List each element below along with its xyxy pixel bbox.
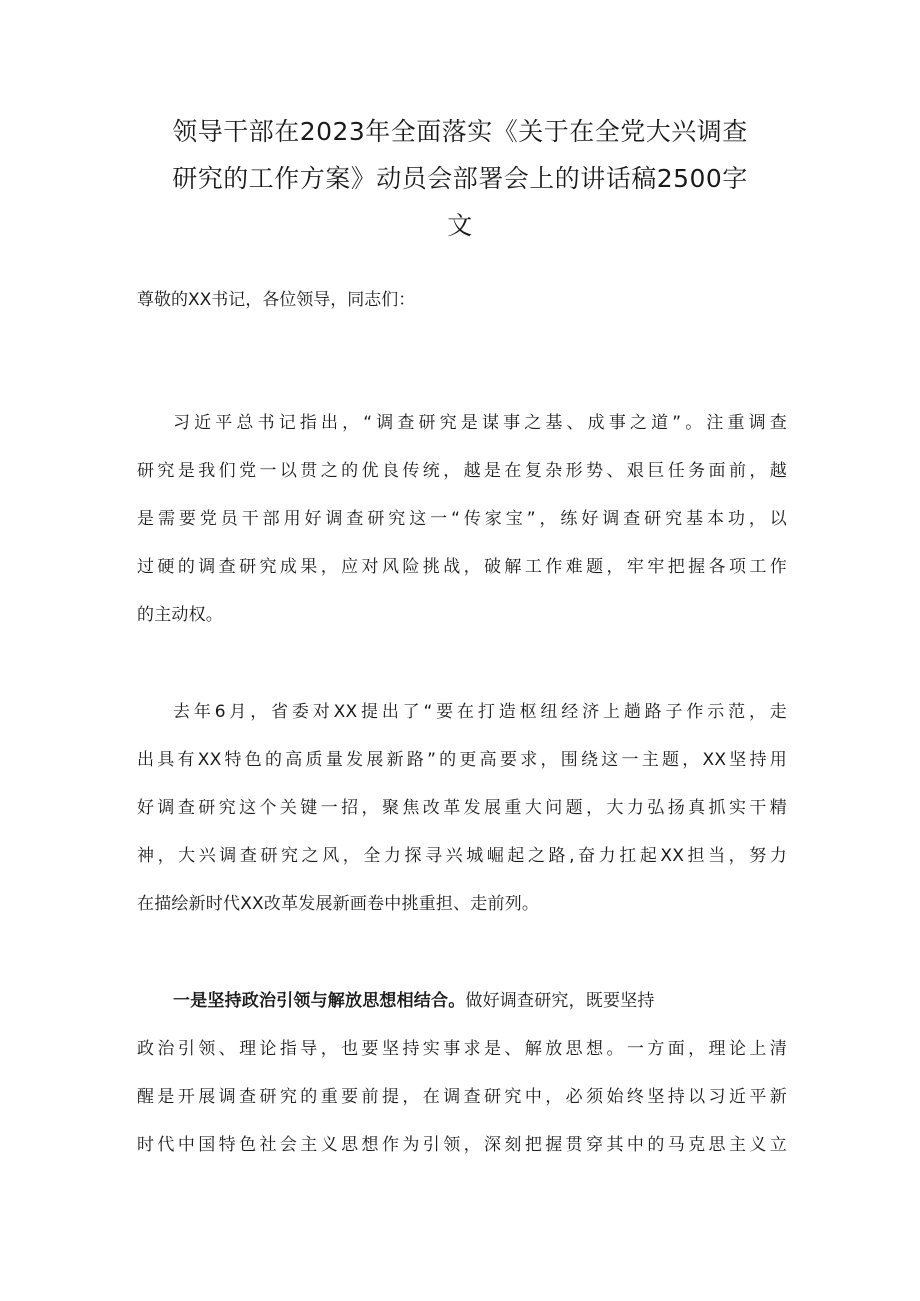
paragraph-2-line: 去年6月，省委对XX提出了“要在打造枢纽经济上趟路子作示范，走	[173, 702, 787, 722]
title-line: 研究的工作方案》动员会部署会上的讲话稿2500字	[172, 164, 748, 193]
salutation: 尊敬的XX书记，各位领导，同志们：	[137, 290, 416, 310]
paragraph-3-line: 政治引领、理论指导，也要坚持实事求是、解放思想。一方面，理论上清	[137, 1039, 787, 1059]
paragraph-3-first-line-text: 做好调查研究，既要坚持	[465, 991, 655, 1011]
paragraph-2-line: 好调查研究这个关键一招，聚焦改革发展重大问题，大力弘扬真抓实干精	[137, 798, 787, 818]
paragraph-2-line: 出具有XX特色的高质量发展新路”的更高要求，围绕这一主题，XX坚持用	[137, 750, 787, 770]
paragraph-1-line: 研究是我们党一以贯之的优良传统，越是在复杂形势、艰巨任务面前，越	[137, 461, 787, 481]
document-title	[130, 108, 790, 249]
paragraph-3-line: 醒是开展调查研究的重要前提，在调查研究中，必须始终坚持以习近平新	[137, 1087, 787, 1107]
paragraph-1-line: 习近平总书记指出，“调查研究是谋事之基、成事之道”。注重调查	[173, 413, 787, 433]
title-line: 领导干部在2023年全面落实《关于在全党大兴调查	[172, 117, 748, 146]
paragraph-3-heading: 一是坚持政治引领与解放思想相结合。	[173, 991, 466, 1011]
paragraph-3-first-line	[173, 986, 787, 1011]
paragraph-1-line: 是需要党员干部用好调查研究这一“传家宝”，练好调查研究基本功，以	[137, 509, 787, 529]
paragraph-3-line: 时代中国特色社会主义思想作为引领，深刻把握贯穿其中的马克思主义立	[137, 1135, 787, 1155]
paragraph-2-line: 在描绘新时代XX改革发展新画卷中挑重担、走前列。	[137, 894, 540, 914]
paragraph-1-line: 过硬的调查研究成果，应对风险挑战，破解工作难题，牢牢把握各项工作	[137, 557, 787, 577]
paragraph-1-line: 的主动权。	[137, 605, 223, 625]
title-line: 文	[447, 211, 473, 240]
paragraph-2-line: 神，大兴调查研究之风，全力探寻兴城崛起之路,奋力扛起XX担当，努力	[137, 846, 787, 866]
